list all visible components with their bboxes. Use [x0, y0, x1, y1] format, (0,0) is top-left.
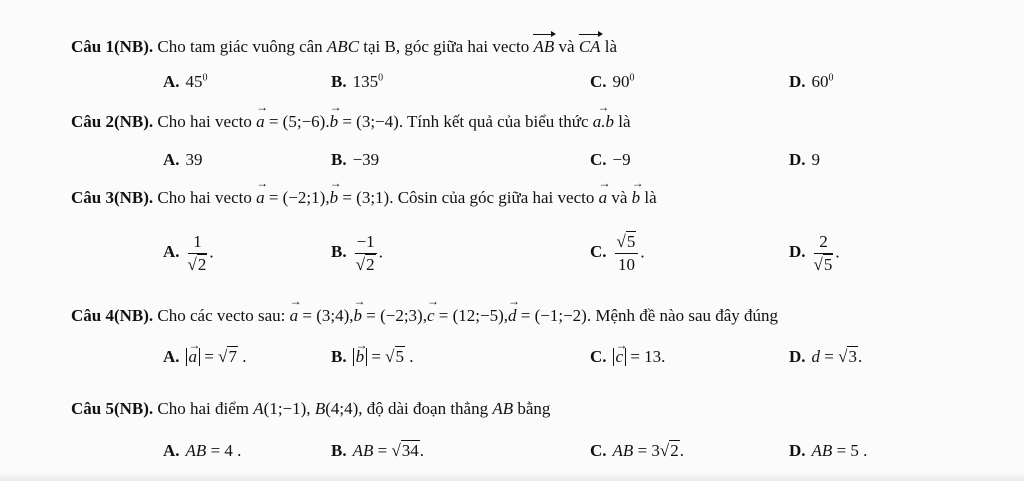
- q3-option-d[interactable]: D. $\frac{2}{√5}$ .: [789, 232, 840, 274]
- q1-option-c[interactable]: C. $90^0$: [590, 72, 635, 91]
- q2-option-a[interactable]: A. 39: [163, 150, 203, 169]
- q3-option-a[interactable]: A. $\frac{1}{√2}$ .: [163, 232, 214, 274]
- question-1-label: Câu 1(NB).: [71, 37, 154, 56]
- q2-option-d[interactable]: D. 9: [789, 150, 821, 169]
- question-5: Câu 5(NB). Cho hai điểm A(1;−1), B(4;4), độ dài đoạn thẳng AB bằng: [71, 399, 551, 418]
- vector-ca: CA: [578, 37, 601, 56]
- question-2-label: Câu 2(NB).: [71, 112, 154, 131]
- question-5-label: Câu 5(NB).: [71, 399, 154, 418]
- q1-option-a[interactable]: A. $45^0$: [163, 72, 208, 91]
- q1-option-b[interactable]: B. $135^0$: [331, 72, 384, 91]
- page-bottom-edge: [0, 472, 1024, 481]
- q1-option-d[interactable]: D. $60^0$: [789, 72, 834, 91]
- expr-ab: → a.b: [593, 112, 614, 132]
- q4-option-c[interactable]: C.→ c = 13.: [590, 347, 665, 367]
- q5-option-a[interactable]: A. AB = 4 .: [163, 441, 242, 460]
- q4-option-a[interactable]: A.→ a = √7 .: [163, 347, 246, 367]
- question-4: Câu 4(NB). Cho các vecto sau: → a = (3;4),→ b = (−2;3),→ c = (12;−5),→ d = (−1;−2). Mệnh đề nào sau đây đúng: [71, 306, 778, 326]
- q4-option-b[interactable]: B.→ b = √5 .: [331, 347, 414, 367]
- question-3: Câu 3(NB). Cho hai vecto → a = (−2;1),→ b = (3;1). Côsin của góc giữa hai vecto → a và → b là: [71, 188, 657, 208]
- q2-option-b[interactable]: B. −39: [331, 150, 380, 169]
- q5-option-c[interactable]: C. AB = 3√2.: [590, 441, 684, 460]
- vector-ab: AB: [533, 37, 555, 56]
- q2-option-c[interactable]: C. −9: [590, 150, 631, 169]
- question-3-label: Câu 3(NB).: [71, 188, 154, 207]
- question-2: Câu 2(NB). Cho hai vecto → a = (5;−6).→ b = (3;−4). Tính kết quả của biểu thức → a.b là: [71, 112, 631, 132]
- question-4-label: Câu 4(NB).: [71, 306, 154, 325]
- q3-option-b[interactable]: B. $\frac{-1}{√2}$ .: [331, 232, 383, 274]
- q3-option-c[interactable]: C. $\frac{√5}{10}$ .: [590, 232, 645, 274]
- q5-option-b[interactable]: B. AB = √34.: [331, 441, 425, 460]
- question-1: Câu 1(NB). Cho tam giác vuông cân ABC tại B, góc giữa hai vecto AB và CA là: [71, 37, 618, 56]
- q4-option-d[interactable]: D. d = √3.: [789, 347, 863, 366]
- q5-option-d[interactable]: D. AB = 5 .: [789, 441, 868, 460]
